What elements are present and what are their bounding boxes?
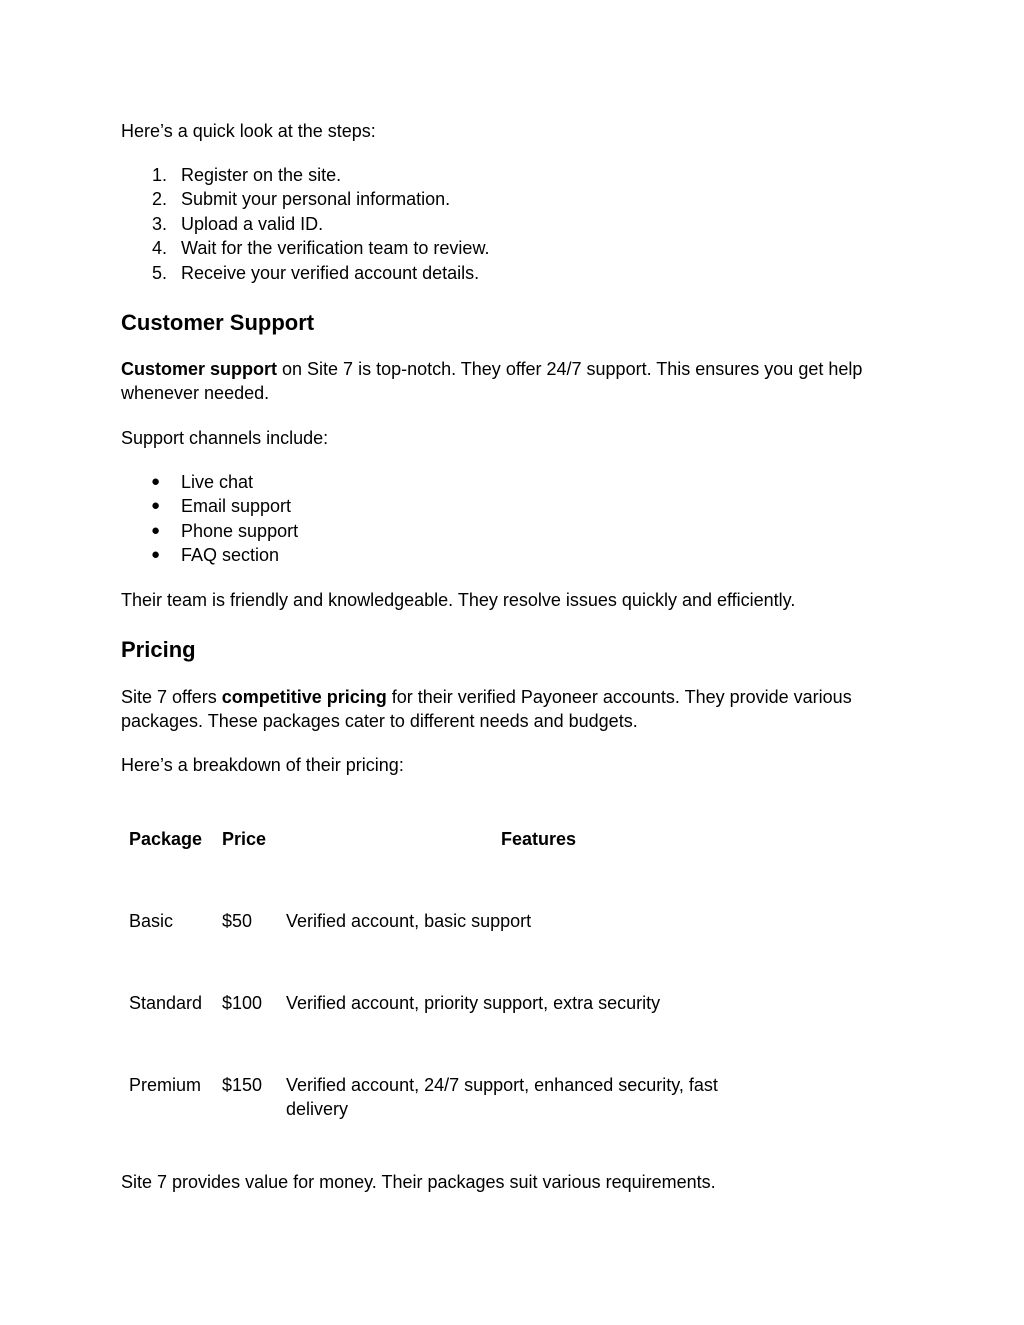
- list-item: [121, 470, 298, 494]
- step-text: Register on the site.: [181, 165, 342, 185]
- pricing-closing: Site 7 provides value for money. Their packages suit various requirements.: [121, 1172, 716, 1192]
- list-number: 4.: [152, 238, 168, 259]
- steps-intro: Here’s a quick look at the steps:: [121, 121, 376, 141]
- step-text: Upload a valid ID.: [181, 213, 324, 234]
- pricing-rest: for their verified Payoneer accounts. They provide various packages. These packages cater to different needs and budgets.: [121, 687, 852, 731]
- cell-features: Verified account, 24/7 support, enhanced security, fast delivery: [286, 1075, 718, 1119]
- list-item: [121, 187, 489, 211]
- customer-support-bold: Customer support: [121, 359, 278, 379]
- list-number: 3.: [152, 213, 168, 234]
- header-package: Package: [129, 829, 203, 849]
- list-item: [121, 212, 489, 236]
- pricing-heading: Pricing: [121, 637, 196, 662]
- step-text: Receive your verified account details.: [181, 262, 480, 283]
- cell-package: Standard: [129, 993, 203, 1013]
- list-number: 5.: [152, 262, 168, 283]
- bullet-icon: ●: [151, 497, 161, 515]
- bullet-icon: ●: [151, 473, 161, 490]
- cell-price: $50: [222, 911, 253, 931]
- customer-support-rest: on Site 7 is top-notch. They offer 24/7 support. This ensures you get help whenever needed.: [121, 359, 863, 403]
- header-price: Price: [222, 829, 267, 849]
- steps-list: [121, 163, 489, 285]
- support-channels-list: [121, 470, 298, 568]
- cell-package: Premium: [129, 1075, 202, 1095]
- cell-price: $150: [222, 1075, 263, 1095]
- list-number: 2.: [152, 189, 168, 210]
- list-item: [121, 543, 298, 567]
- cell-package: Basic: [129, 911, 174, 931]
- step-text: Wait for the verification team to review.: [181, 238, 490, 259]
- list-item: [121, 519, 298, 543]
- pricing-paragraph: [121, 685, 891, 733]
- list-item: [121, 236, 489, 260]
- bullet-icon: ●: [151, 521, 161, 539]
- cell-features: Verified account, priority support, extra security: [286, 993, 661, 1013]
- customer-support-heading: Customer Support: [121, 310, 315, 335]
- customer-support-paragraph: [121, 357, 891, 405]
- support-closing: Their team is friendly and knowledgeable. They resolve issues quickly and efficiently.: [121, 590, 796, 610]
- step-text: Submit your personal information.: [181, 189, 451, 210]
- pricing-bold: competitive pricing: [221, 687, 387, 707]
- list-item: [121, 494, 298, 518]
- channel-text: FAQ section: [181, 545, 280, 566]
- cell-features: Verified account, basic support: [286, 911, 532, 931]
- cell-price: $100: [222, 993, 263, 1013]
- list-item: [121, 261, 489, 285]
- list-item: [121, 163, 489, 187]
- bullet-icon: ●: [151, 546, 161, 564]
- channel-text: Email support: [181, 496, 292, 517]
- support-channels-intro: Support channels include:: [121, 428, 329, 448]
- channel-text: Phone support: [181, 520, 299, 541]
- header-features: Features: [501, 829, 577, 849]
- channel-text: Live chat: [181, 472, 254, 492]
- list-number: 1.: [152, 165, 168, 185]
- pricing-start: Site 7 offers: [121, 687, 222, 707]
- pricing-breakdown-intro: Here’s a breakdown of their pricing:: [121, 755, 404, 775]
